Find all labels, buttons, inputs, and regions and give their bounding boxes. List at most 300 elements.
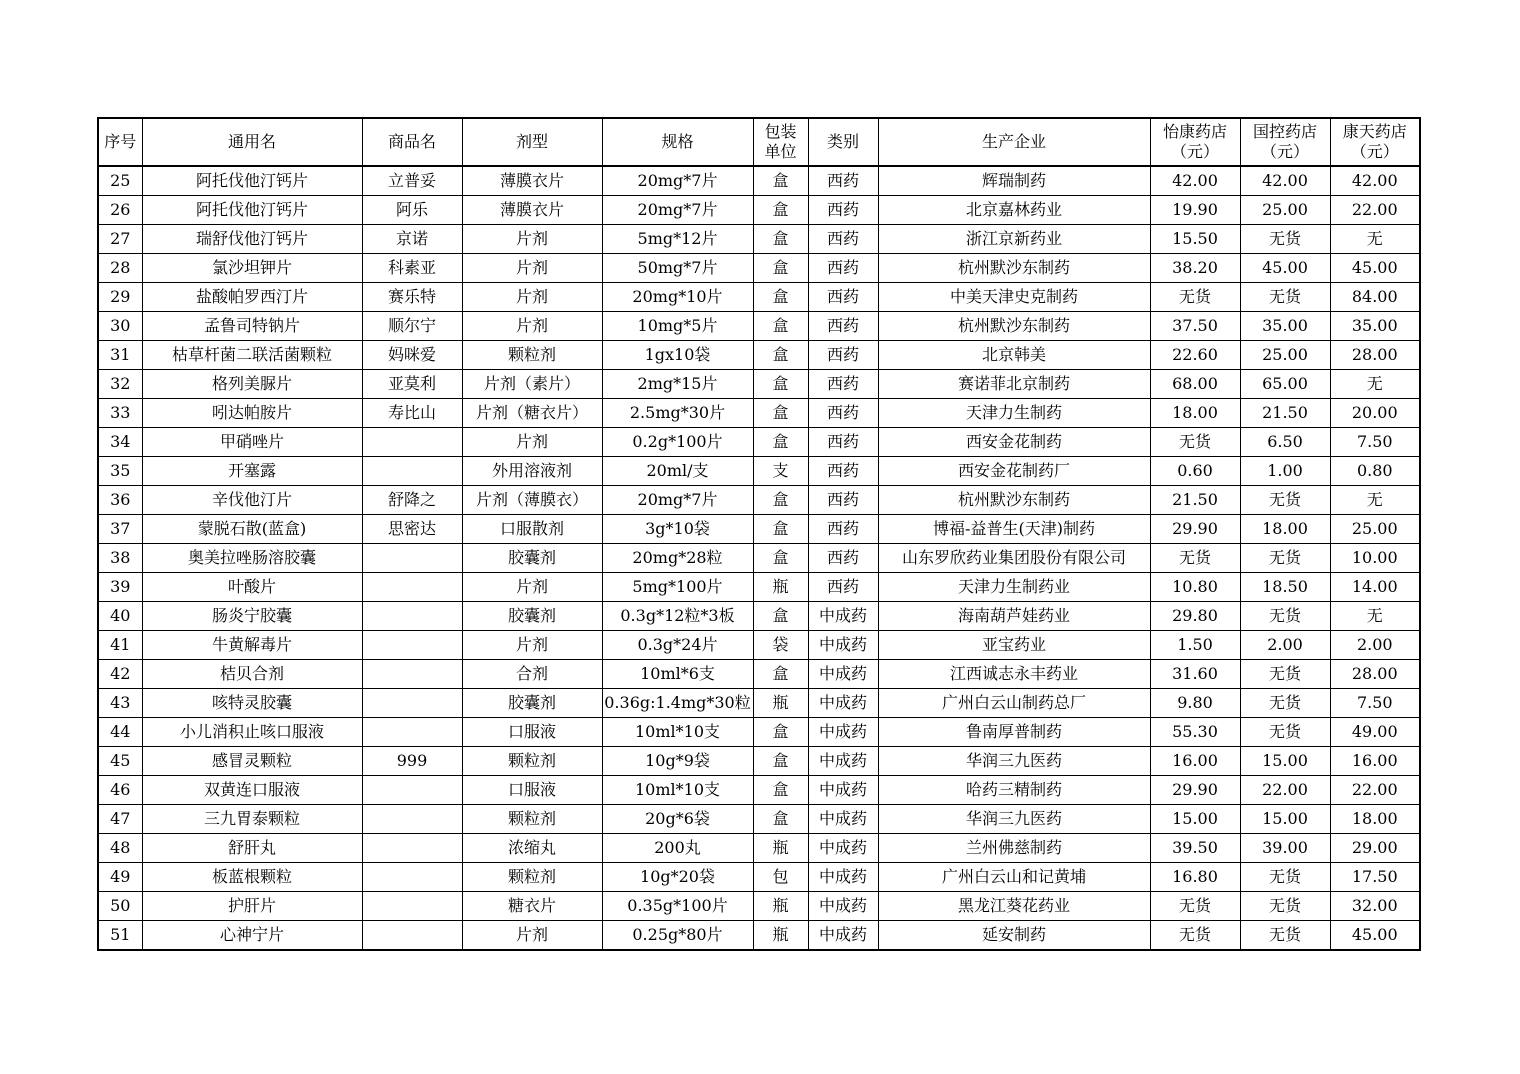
- cell-price-guokong: 15.00: [1240, 805, 1330, 834]
- cell-spec: 20g*6袋: [602, 805, 753, 834]
- cell-price-yikang: 29.80: [1150, 602, 1240, 631]
- cell-spec: 1gx10袋: [602, 341, 753, 370]
- cell-pack-unit: 盒: [753, 776, 808, 805]
- cell-pack-unit: 瓶: [753, 921, 808, 951]
- cell-pack-unit: 盒: [753, 486, 808, 515]
- cell-category: 中成药: [808, 718, 878, 747]
- cell-spec: 20mg*7片: [602, 166, 753, 196]
- cell-price-guokong: 21.50: [1240, 399, 1330, 428]
- cell-category: 中成药: [808, 863, 878, 892]
- cell-brand-name: [362, 573, 462, 602]
- cell-category: 西药: [808, 457, 878, 486]
- cell-no: 37: [98, 515, 142, 544]
- cell-dosage-form: 胶囊剂: [462, 544, 602, 573]
- cell-manufacturer: 鲁南厚普制药: [878, 718, 1150, 747]
- cell-spec: 20ml/支: [602, 457, 753, 486]
- cell-spec: 20mg*10片: [602, 283, 753, 312]
- cell-no: 29: [98, 283, 142, 312]
- cell-price-yikang: 无货: [1150, 544, 1240, 573]
- cell-price-yikang: 68.00: [1150, 370, 1240, 399]
- cell-no: 48: [98, 834, 142, 863]
- cell-dosage-form: 薄膜衣片: [462, 166, 602, 196]
- cell-category: 中成药: [808, 602, 878, 631]
- cell-category: 中成药: [808, 747, 878, 776]
- cell-price-kangtian: 22.00: [1330, 776, 1420, 805]
- cell-pack-unit: 盒: [753, 312, 808, 341]
- cell-price-yikang: 22.60: [1150, 341, 1240, 370]
- cell-price-kangtian: 25.00: [1330, 515, 1420, 544]
- cell-no: 46: [98, 776, 142, 805]
- cell-generic-name: 格列美脲片: [142, 370, 362, 399]
- cell-no: 41: [98, 631, 142, 660]
- cell-generic-name: 感冒灵颗粒: [142, 747, 362, 776]
- cell-generic-name: 盐酸帕罗西汀片: [142, 283, 362, 312]
- cell-generic-name: 蒙脱石散(蓝盒): [142, 515, 362, 544]
- table-row: [98, 312, 1420, 341]
- cell-brand-name: 立普妥: [362, 166, 462, 196]
- cell-category: 中成药: [808, 921, 878, 951]
- cell-manufacturer: 辉瑞制药: [878, 166, 1150, 196]
- cell-price-guokong: 无货: [1240, 689, 1330, 718]
- cell-category: 中成药: [808, 660, 878, 689]
- cell-price-yikang: 19.90: [1150, 196, 1240, 225]
- cell-category: 中成药: [808, 892, 878, 921]
- header-guokong-line2: （元）: [1260, 142, 1309, 161]
- cell-category: 西药: [808, 312, 878, 341]
- cell-pack-unit: 瓶: [753, 892, 808, 921]
- cell-pack-unit: 盒: [753, 602, 808, 631]
- cell-spec: 3g*10袋: [602, 515, 753, 544]
- cell-manufacturer: 中美天津史克制药: [878, 283, 1150, 312]
- cell-dosage-form: 外用溶液剂: [462, 457, 602, 486]
- cell-spec: 50mg*7片: [602, 254, 753, 283]
- cell-brand-name: 赛乐特: [362, 283, 462, 312]
- cell-manufacturer: 赛诺菲北京制药: [878, 370, 1150, 399]
- cell-category: 西药: [808, 370, 878, 399]
- cell-spec: 10ml*10支: [602, 776, 753, 805]
- cell-dosage-form: 颗粒剂: [462, 341, 602, 370]
- cell-brand-name: [362, 718, 462, 747]
- header-yikang-line1: 怡康药店: [1162, 122, 1227, 141]
- cell-manufacturer: 广州白云山和记黄埔: [878, 863, 1150, 892]
- cell-category: 西药: [808, 573, 878, 602]
- cell-category: 西药: [808, 428, 878, 457]
- cell-price-kangtian: 无: [1330, 486, 1420, 515]
- cell-price-kangtian: 28.00: [1330, 341, 1420, 370]
- cell-brand-name: 亚莫利: [362, 370, 462, 399]
- cell-no: 32: [98, 370, 142, 399]
- table-row: [98, 863, 1420, 892]
- cell-brand-name: 科素亚: [362, 254, 462, 283]
- cell-price-guokong: 25.00: [1240, 196, 1330, 225]
- cell-no: 49: [98, 863, 142, 892]
- cell-no: 43: [98, 689, 142, 718]
- table-row: [98, 805, 1420, 834]
- cell-price-guokong: 2.00: [1240, 631, 1330, 660]
- table-row: [98, 631, 1420, 660]
- cell-dosage-form: 合剂: [462, 660, 602, 689]
- header-yikang-line2: （元）: [1170, 142, 1219, 161]
- cell-price-guokong: 15.00: [1240, 747, 1330, 776]
- cell-manufacturer: 华润三九医药: [878, 805, 1150, 834]
- cell-price-kangtian: 7.50: [1330, 689, 1420, 718]
- header-form-label: 剂型: [515, 132, 548, 151]
- cell-generic-name: 氯沙坦钾片: [142, 254, 362, 283]
- cell-category: 西药: [808, 399, 878, 428]
- cell-category: 中成药: [808, 834, 878, 863]
- cell-dosage-form: 片剂（糖衣片）: [462, 399, 602, 428]
- cell-pack-unit: 盒: [753, 166, 808, 196]
- cell-no: 26: [98, 196, 142, 225]
- cell-price-guokong: 无货: [1240, 863, 1330, 892]
- cell-no: 44: [98, 718, 142, 747]
- cell-pack-unit: 瓶: [753, 689, 808, 718]
- cell-brand-name: 顺尔宁: [362, 312, 462, 341]
- cell-generic-name: 奥美拉唑肠溶胶囊: [142, 544, 362, 573]
- cell-spec: 5mg*100片: [602, 573, 753, 602]
- cell-brand-name: [362, 921, 462, 951]
- cell-pack-unit: 包: [753, 863, 808, 892]
- cell-brand-name: 思密达: [362, 515, 462, 544]
- cell-dosage-form: 片剂: [462, 254, 602, 283]
- cell-brand-name: [362, 892, 462, 921]
- cell-dosage-form: 片剂: [462, 428, 602, 457]
- header-kangtian-line1: 康天药店: [1342, 122, 1407, 141]
- cell-manufacturer: 浙江京新药业: [878, 225, 1150, 254]
- cell-no: 36: [98, 486, 142, 515]
- table-row: [98, 892, 1420, 921]
- header-pack-unit: [753, 118, 808, 166]
- cell-category: 西药: [808, 225, 878, 254]
- cell-generic-name: 叶酸片: [142, 573, 362, 602]
- cell-pack-unit: 盒: [753, 225, 808, 254]
- cell-spec: 2mg*15片: [602, 370, 753, 399]
- cell-spec: 2.5mg*30片: [602, 399, 753, 428]
- cell-price-kangtian: 28.00: [1330, 660, 1420, 689]
- cell-generic-name: 瑞舒伐他汀钙片: [142, 225, 362, 254]
- cell-spec: 0.25g*80片: [602, 921, 753, 951]
- cell-brand-name: 寿比山: [362, 399, 462, 428]
- table-row: [98, 544, 1420, 573]
- cell-price-guokong: 39.00: [1240, 834, 1330, 863]
- cell-manufacturer: 华润三九医药: [878, 747, 1150, 776]
- cell-price-yikang: 31.60: [1150, 660, 1240, 689]
- cell-price-yikang: 9.80: [1150, 689, 1240, 718]
- cell-category: 西药: [808, 166, 878, 196]
- cell-spec: 10ml*6支: [602, 660, 753, 689]
- header-kangtian-line2: （元）: [1350, 142, 1399, 161]
- cell-price-guokong: 45.00: [1240, 254, 1330, 283]
- cell-brand-name: 阿乐: [362, 196, 462, 225]
- cell-pack-unit: 盒: [753, 341, 808, 370]
- cell-no: 42: [98, 660, 142, 689]
- cell-manufacturer: 北京韩美: [878, 341, 1150, 370]
- cell-category: 西药: [808, 544, 878, 573]
- drug-price-table: [97, 117, 1421, 951]
- cell-price-kangtian: 10.00: [1330, 544, 1420, 573]
- table-row: [98, 254, 1420, 283]
- cell-spec: 20mg*7片: [602, 196, 753, 225]
- cell-dosage-form: 浓缩丸: [462, 834, 602, 863]
- cell-price-kangtian: 29.00: [1330, 834, 1420, 863]
- cell-generic-name: 小儿消积止咳口服液: [142, 718, 362, 747]
- table-row: [98, 921, 1420, 951]
- cell-spec: 0.36g:1.4mg*30粒: [602, 689, 753, 718]
- header-manufacturer: [878, 118, 1150, 166]
- cell-manufacturer: 哈药三精制药: [878, 776, 1150, 805]
- cell-no: 31: [98, 341, 142, 370]
- cell-dosage-form: 颗粒剂: [462, 747, 602, 776]
- cell-price-guokong: 无货: [1240, 892, 1330, 921]
- cell-price-yikang: 18.00: [1150, 399, 1240, 428]
- table-row: [98, 457, 1420, 486]
- cell-dosage-form: 片剂: [462, 312, 602, 341]
- cell-price-guokong: 42.00: [1240, 166, 1330, 196]
- cell-generic-name: 肠炎宁胶囊: [142, 602, 362, 631]
- cell-spec: 10g*20袋: [602, 863, 753, 892]
- cell-generic-name: 舒肝丸: [142, 834, 362, 863]
- cell-brand-name: [362, 428, 462, 457]
- cell-price-yikang: 0.60: [1150, 457, 1240, 486]
- cell-price-kangtian: 0.80: [1330, 457, 1420, 486]
- cell-no: 30: [98, 312, 142, 341]
- cell-price-guokong: 无货: [1240, 225, 1330, 254]
- cell-dosage-form: 口服液: [462, 718, 602, 747]
- header-price-kangtian: [1330, 118, 1420, 166]
- cell-price-yikang: 29.90: [1150, 515, 1240, 544]
- cell-price-yikang: 无货: [1150, 428, 1240, 457]
- cell-price-yikang: 无货: [1150, 283, 1240, 312]
- cell-generic-name: 吲达帕胺片: [142, 399, 362, 428]
- table-row: [98, 718, 1420, 747]
- table-row: [98, 776, 1420, 805]
- cell-pack-unit: 盒: [753, 515, 808, 544]
- cell-generic-name: 心神宁片: [142, 921, 362, 951]
- header-pack-line1: 包装: [764, 122, 797, 141]
- cell-price-yikang: 无货: [1150, 892, 1240, 921]
- cell-generic-name: 甲硝唑片: [142, 428, 362, 457]
- cell-category: 中成药: [808, 805, 878, 834]
- cell-brand-name: [362, 776, 462, 805]
- cell-price-yikang: 29.90: [1150, 776, 1240, 805]
- cell-brand-name: 舒降之: [362, 486, 462, 515]
- cell-price-guokong: 无货: [1240, 921, 1330, 951]
- header-category-label: 类别: [826, 132, 859, 151]
- cell-dosage-form: 口服液: [462, 776, 602, 805]
- cell-price-kangtian: 17.50: [1330, 863, 1420, 892]
- cell-spec: 0.2g*100片: [602, 428, 753, 457]
- table-row: [98, 834, 1420, 863]
- cell-price-guokong: 无货: [1240, 602, 1330, 631]
- table-row: [98, 689, 1420, 718]
- cell-generic-name: 辛伐他汀片: [142, 486, 362, 515]
- cell-spec: 10ml*10支: [602, 718, 753, 747]
- cell-pack-unit: 盒: [753, 370, 808, 399]
- cell-no: 28: [98, 254, 142, 283]
- cell-price-guokong: 35.00: [1240, 312, 1330, 341]
- cell-category: 西药: [808, 341, 878, 370]
- cell-spec: 0.3g*24片: [602, 631, 753, 660]
- cell-price-yikang: 15.00: [1150, 805, 1240, 834]
- cell-pack-unit: 盒: [753, 399, 808, 428]
- cell-price-yikang: 38.20: [1150, 254, 1240, 283]
- cell-manufacturer: 延安制药: [878, 921, 1150, 951]
- cell-price-kangtian: 32.00: [1330, 892, 1420, 921]
- cell-manufacturer: 博福-益普生(天津)制药: [878, 515, 1150, 544]
- cell-dosage-form: 片剂: [462, 631, 602, 660]
- table-row: [98, 747, 1420, 776]
- cell-generic-name: 阿托伐他汀钙片: [142, 166, 362, 196]
- cell-dosage-form: 片剂（素片）: [462, 370, 602, 399]
- cell-price-guokong: 22.00: [1240, 776, 1330, 805]
- header-generic-label: 通用名: [227, 132, 276, 151]
- cell-price-kangtian: 16.00: [1330, 747, 1420, 776]
- cell-manufacturer: 亚宝药业: [878, 631, 1150, 660]
- table-row: [98, 602, 1420, 631]
- cell-no: 47: [98, 805, 142, 834]
- cell-spec: 10g*9袋: [602, 747, 753, 776]
- cell-manufacturer: 天津力生制药: [878, 399, 1150, 428]
- cell-no: 25: [98, 166, 142, 196]
- cell-generic-name: 阿托伐他汀钙片: [142, 196, 362, 225]
- cell-category: 西药: [808, 515, 878, 544]
- cell-no: 40: [98, 602, 142, 631]
- cell-generic-name: 开塞露: [142, 457, 362, 486]
- cell-price-kangtian: 无: [1330, 370, 1420, 399]
- cell-category: 西药: [808, 486, 878, 515]
- cell-generic-name: 板蓝根颗粒: [142, 863, 362, 892]
- cell-pack-unit: 盒: [753, 747, 808, 776]
- cell-price-guokong: 18.00: [1240, 515, 1330, 544]
- cell-generic-name: 咳特灵胶囊: [142, 689, 362, 718]
- cell-brand-name: [362, 602, 462, 631]
- cell-brand-name: 妈咪爱: [362, 341, 462, 370]
- cell-no: 34: [98, 428, 142, 457]
- header-row: [98, 118, 1420, 166]
- cell-manufacturer: 西安金花制药厂: [878, 457, 1150, 486]
- cell-no: 50: [98, 892, 142, 921]
- cell-dosage-form: 薄膜衣片: [462, 196, 602, 225]
- cell-generic-name: 三九胃泰颗粒: [142, 805, 362, 834]
- cell-price-kangtian: 45.00: [1330, 254, 1420, 283]
- cell-pack-unit: 盒: [753, 660, 808, 689]
- cell-price-yikang: 16.00: [1150, 747, 1240, 776]
- table-row: [98, 341, 1420, 370]
- cell-spec: 20mg*7片: [602, 486, 753, 515]
- header-maker-label: 生产企业: [981, 132, 1046, 151]
- cell-dosage-form: 片剂: [462, 283, 602, 312]
- cell-manufacturer: 江西诚志永丰药业: [878, 660, 1150, 689]
- table-row: [98, 370, 1420, 399]
- cell-pack-unit: 盒: [753, 544, 808, 573]
- cell-price-kangtian: 22.00: [1330, 196, 1420, 225]
- cell-price-kangtian: 无: [1330, 225, 1420, 254]
- header-no: [98, 118, 142, 166]
- cell-brand-name: 999: [362, 747, 462, 776]
- cell-no: 51: [98, 921, 142, 951]
- table-body: [98, 166, 1420, 950]
- cell-manufacturer: 兰州佛慈制药: [878, 834, 1150, 863]
- cell-price-kangtian: 49.00: [1330, 718, 1420, 747]
- cell-manufacturer: 海南葫芦娃药业: [878, 602, 1150, 631]
- table-row: [98, 428, 1420, 457]
- header-guokong-line1: 国控药店: [1252, 122, 1317, 141]
- cell-generic-name: 桔贝合剂: [142, 660, 362, 689]
- cell-category: 西药: [808, 283, 878, 312]
- table-row: [98, 166, 1420, 196]
- cell-spec: 0.3g*12粒*3板: [602, 602, 753, 631]
- cell-price-guokong: 6.50: [1240, 428, 1330, 457]
- cell-price-yikang: 55.30: [1150, 718, 1240, 747]
- cell-manufacturer: 广州白云山制药总厂: [878, 689, 1150, 718]
- header-pack-line2: 单位: [764, 142, 797, 161]
- cell-no: 33: [98, 399, 142, 428]
- cell-price-yikang: 37.50: [1150, 312, 1240, 341]
- cell-pack-unit: 袋: [753, 631, 808, 660]
- header-category: [808, 118, 878, 166]
- cell-pack-unit: 支: [753, 457, 808, 486]
- cell-price-kangtian: 2.00: [1330, 631, 1420, 660]
- table-row: [98, 660, 1420, 689]
- cell-price-yikang: 10.80: [1150, 573, 1240, 602]
- cell-category: 西药: [808, 254, 878, 283]
- cell-price-yikang: 16.80: [1150, 863, 1240, 892]
- cell-price-guokong: 无货: [1240, 718, 1330, 747]
- header-brand-label: 商品名: [387, 132, 436, 151]
- cell-price-yikang: 15.50: [1150, 225, 1240, 254]
- cell-manufacturer: 西安金花制药: [878, 428, 1150, 457]
- cell-dosage-form: 口服散剂: [462, 515, 602, 544]
- cell-generic-name: 枯草杆菌二联活菌颗粒: [142, 341, 362, 370]
- cell-spec: 10mg*5片: [602, 312, 753, 341]
- cell-manufacturer: 黑龙江葵花药业: [878, 892, 1150, 921]
- cell-price-guokong: 无货: [1240, 283, 1330, 312]
- header-dosage-form: [462, 118, 602, 166]
- cell-price-kangtian: 18.00: [1330, 805, 1420, 834]
- cell-manufacturer: 杭州默沙东制药: [878, 486, 1150, 515]
- cell-manufacturer: 杭州默沙东制药: [878, 312, 1150, 341]
- cell-price-kangtian: 14.00: [1330, 573, 1420, 602]
- cell-price-kangtian: 84.00: [1330, 283, 1420, 312]
- cell-pack-unit: 盒: [753, 805, 808, 834]
- cell-generic-name: 护肝片: [142, 892, 362, 921]
- cell-manufacturer: 天津力生制药业: [878, 573, 1150, 602]
- cell-spec: 0.35g*100片: [602, 892, 753, 921]
- table-row: [98, 196, 1420, 225]
- cell-price-yikang: 42.00: [1150, 166, 1240, 196]
- header-spec: [602, 118, 753, 166]
- cell-price-yikang: 无货: [1150, 921, 1240, 951]
- cell-dosage-form: 片剂: [462, 921, 602, 951]
- cell-manufacturer: 北京嘉林药业: [878, 196, 1150, 225]
- header-generic-name: [142, 118, 362, 166]
- cell-category: 中成药: [808, 631, 878, 660]
- cell-pack-unit: 盒: [753, 718, 808, 747]
- cell-price-kangtian: 35.00: [1330, 312, 1420, 341]
- cell-brand-name: [362, 631, 462, 660]
- cell-dosage-form: 糖衣片: [462, 892, 602, 921]
- cell-spec: 200丸: [602, 834, 753, 863]
- table-row: [98, 515, 1420, 544]
- cell-price-guokong: 65.00: [1240, 370, 1330, 399]
- table-row: [98, 573, 1420, 602]
- cell-brand-name: [362, 834, 462, 863]
- cell-category: 中成药: [808, 776, 878, 805]
- cell-no: 27: [98, 225, 142, 254]
- cell-price-guokong: 1.00: [1240, 457, 1330, 486]
- cell-no: 39: [98, 573, 142, 602]
- cell-price-kangtian: 42.00: [1330, 166, 1420, 196]
